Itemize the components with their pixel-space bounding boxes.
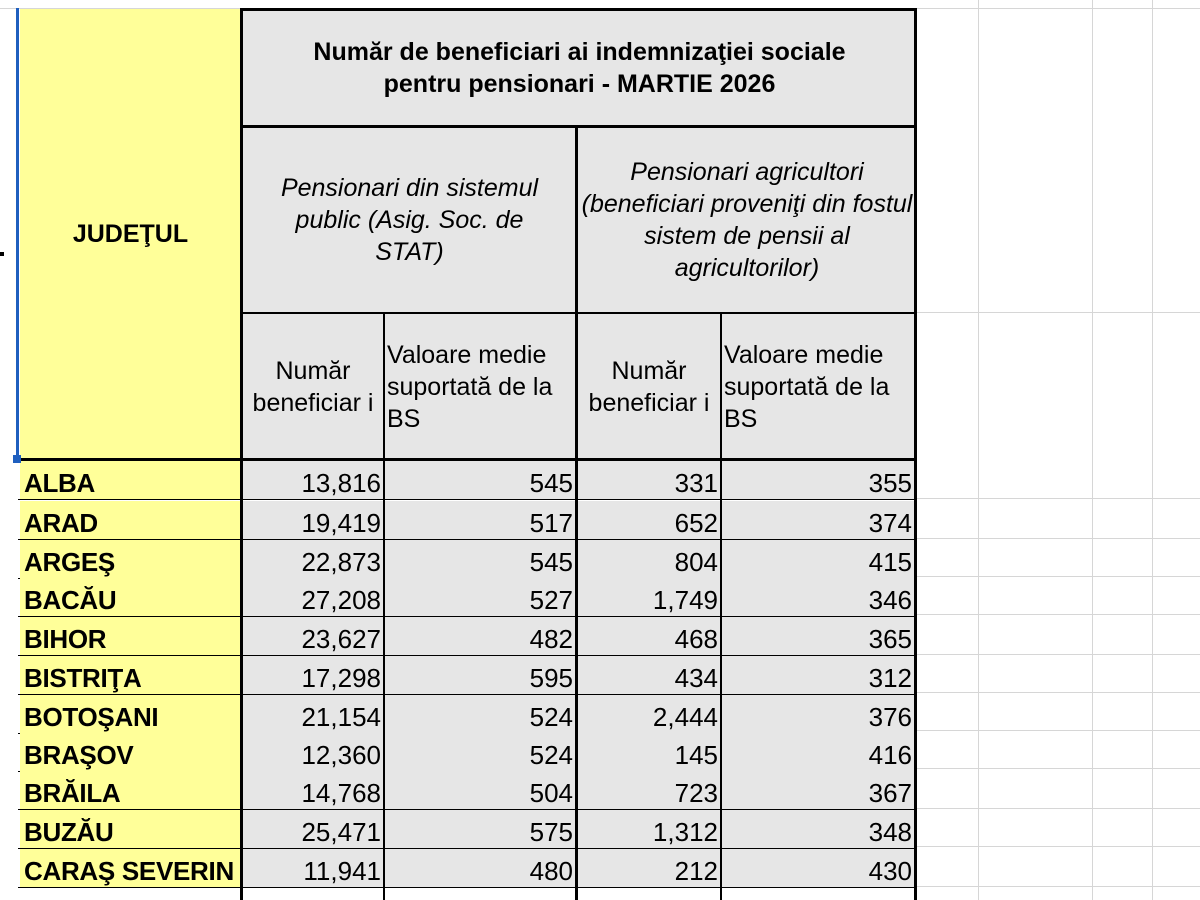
border-line <box>240 8 917 11</box>
count-farmers-cell[interactable]: 804 <box>578 540 720 578</box>
value-public-cell[interactable]: 482 <box>385 617 575 655</box>
count-public-cell[interactable]: 27,208 <box>243 578 383 616</box>
grid-line <box>1092 0 1093 900</box>
value-farmers-cell[interactable]: 355 <box>722 461 914 499</box>
subheader-count-farmers-label: Număr beneficiar i <box>588 356 710 417</box>
value-public-cell[interactable]: 575 <box>385 810 575 848</box>
column-a-cell[interactable] <box>0 617 18 655</box>
group-header-public-label: Pensionari din sistemul public (Asig. Soc. de STAT) <box>280 174 539 266</box>
count-farmers-cell[interactable]: 434 <box>578 656 720 694</box>
value-public-cell[interactable]: 524 <box>385 695 575 733</box>
border-line <box>240 125 917 128</box>
value-public-cell[interactable]: 595 <box>385 656 575 694</box>
value-public-cell[interactable]: 480 <box>385 849 575 887</box>
count-public-cell[interactable]: 11,941 <box>243 849 383 887</box>
value-public-cell[interactable]: 504 <box>385 771 575 809</box>
selection-border <box>16 8 19 460</box>
count-public-cell[interactable]: 14,768 <box>243 771 383 809</box>
border-line <box>914 8 917 900</box>
county-cell[interactable]: ARAD <box>20 501 241 539</box>
county-header-label: JUDEŢUL <box>72 219 189 248</box>
column-a-cell[interactable] <box>0 656 18 694</box>
value-public-cell[interactable]: 524 <box>385 733 575 771</box>
value-public-cell[interactable]: 517 <box>385 501 575 539</box>
column-a-cell[interactable] <box>0 540 18 578</box>
value-farmers-cell[interactable]: 415 <box>722 540 914 578</box>
county-column-header[interactable] <box>20 9 241 459</box>
value-public-cell[interactable]: 545 <box>385 461 575 499</box>
group-header-public-system[interactable] <box>243 128 576 312</box>
row-border <box>18 887 917 888</box>
count-public-cell[interactable]: 13,816 <box>243 461 383 499</box>
column-a-cell[interactable] <box>0 695 18 733</box>
border-line <box>720 312 722 900</box>
column-a-cell[interactable] <box>0 501 18 539</box>
subheader-value-public-label: Valoare medie suportată de la BS <box>387 340 553 433</box>
value-public-cell[interactable]: 527 <box>385 578 575 616</box>
county-cell[interactable]: ALBA <box>20 461 241 499</box>
value-farmers-cell[interactable]: 346 <box>722 578 914 616</box>
subheader-count-public-label: Număr beneficiar i <box>252 356 374 417</box>
count-farmers-cell[interactable]: 212 <box>578 849 720 887</box>
subheader-value-public[interactable] <box>385 314 576 459</box>
value-farmers-cell[interactable]: 365 <box>722 617 914 655</box>
count-farmers-cell[interactable]: 723 <box>578 771 720 809</box>
value-farmers-cell[interactable]: 376 <box>722 695 914 733</box>
count-farmers-cell[interactable]: 468 <box>578 617 720 655</box>
county-cell[interactable]: BACĂU <box>20 578 241 616</box>
county-cell[interactable]: BOTOŞANI <box>20 695 241 733</box>
subheader-count-public[interactable] <box>243 314 383 459</box>
border-line <box>240 8 243 900</box>
border-line <box>18 458 917 461</box>
count-farmers-cell[interactable]: 652 <box>578 501 720 539</box>
grid-line <box>978 0 979 900</box>
count-public-cell[interactable]: 19,419 <box>243 501 383 539</box>
value-farmers-cell[interactable]: 367 <box>722 771 914 809</box>
border-line <box>383 312 385 900</box>
value-public-cell[interactable]: 545 <box>385 540 575 578</box>
border-line <box>240 312 917 314</box>
table-title-line1: Număr de beneficiari ai indemnizaţiei sociale <box>313 37 846 66</box>
subheader-count-farmers[interactable] <box>578 314 720 459</box>
count-public-cell[interactable]: 21,154 <box>243 695 383 733</box>
subheader-value-farmers[interactable] <box>722 314 916 459</box>
table-title-cell[interactable] <box>243 9 916 126</box>
count-public-cell[interactable]: 23,627 <box>243 617 383 655</box>
grid-line <box>1152 0 1153 900</box>
table-title-line2: pentru pensionari - MARTIE 2026 <box>383 69 776 98</box>
count-public-cell[interactable]: 17,298 <box>243 656 383 694</box>
county-cell[interactable]: CARAŞ SEVERIN <box>20 849 241 887</box>
value-farmers-cell[interactable]: 374 <box>722 501 914 539</box>
value-farmers-cell[interactable]: 348 <box>722 810 914 848</box>
value-farmers-cell[interactable]: 312 <box>722 656 914 694</box>
county-cell[interactable]: BISTRIŢA <box>20 656 241 694</box>
count-farmers-cell[interactable]: 331 <box>578 461 720 499</box>
count-public-cell[interactable]: 12,360 <box>243 733 383 771</box>
count-farmers-cell[interactable]: 2,444 <box>578 695 720 733</box>
column-a-cell[interactable] <box>0 849 18 887</box>
column-a-cell[interactable] <box>0 578 18 616</box>
count-farmers-cell[interactable]: 1,312 <box>578 810 720 848</box>
value-farmers-cell[interactable]: 430 <box>722 849 914 887</box>
selection-fill-handle[interactable] <box>13 455 21 463</box>
column-a-cell[interactable] <box>0 733 18 771</box>
border-line <box>575 125 578 900</box>
county-cell[interactable]: BRAŞOV <box>20 733 241 771</box>
count-public-cell[interactable]: 22,873 <box>243 540 383 578</box>
cell-fragment-mark <box>0 252 4 256</box>
column-a-cell[interactable] <box>0 810 18 848</box>
subheader-value-farmers-label: Valoare medie suportată de la BS <box>724 340 890 433</box>
group-header-farmers[interactable] <box>578 128 916 312</box>
county-cell[interactable]: BRĂILA <box>20 771 241 809</box>
county-cell[interactable]: ARGEŞ <box>20 540 241 578</box>
column-a-cell[interactable] <box>0 771 18 809</box>
group-header-farmers-label: Pensionari agricultori (beneficiari proveniţi din fostul sistem de pensii al agricultorilor) <box>581 158 913 282</box>
county-cell[interactable]: BIHOR <box>20 617 241 655</box>
row-border <box>18 499 917 500</box>
count-farmers-cell[interactable]: 1,749 <box>578 578 720 616</box>
value-farmers-cell[interactable]: 416 <box>722 733 914 771</box>
count-public-cell[interactable]: 25,471 <box>243 810 383 848</box>
county-cell[interactable]: BUZĂU <box>20 810 241 848</box>
count-farmers-cell[interactable]: 145 <box>578 733 720 771</box>
column-a-cell[interactable] <box>0 461 18 499</box>
